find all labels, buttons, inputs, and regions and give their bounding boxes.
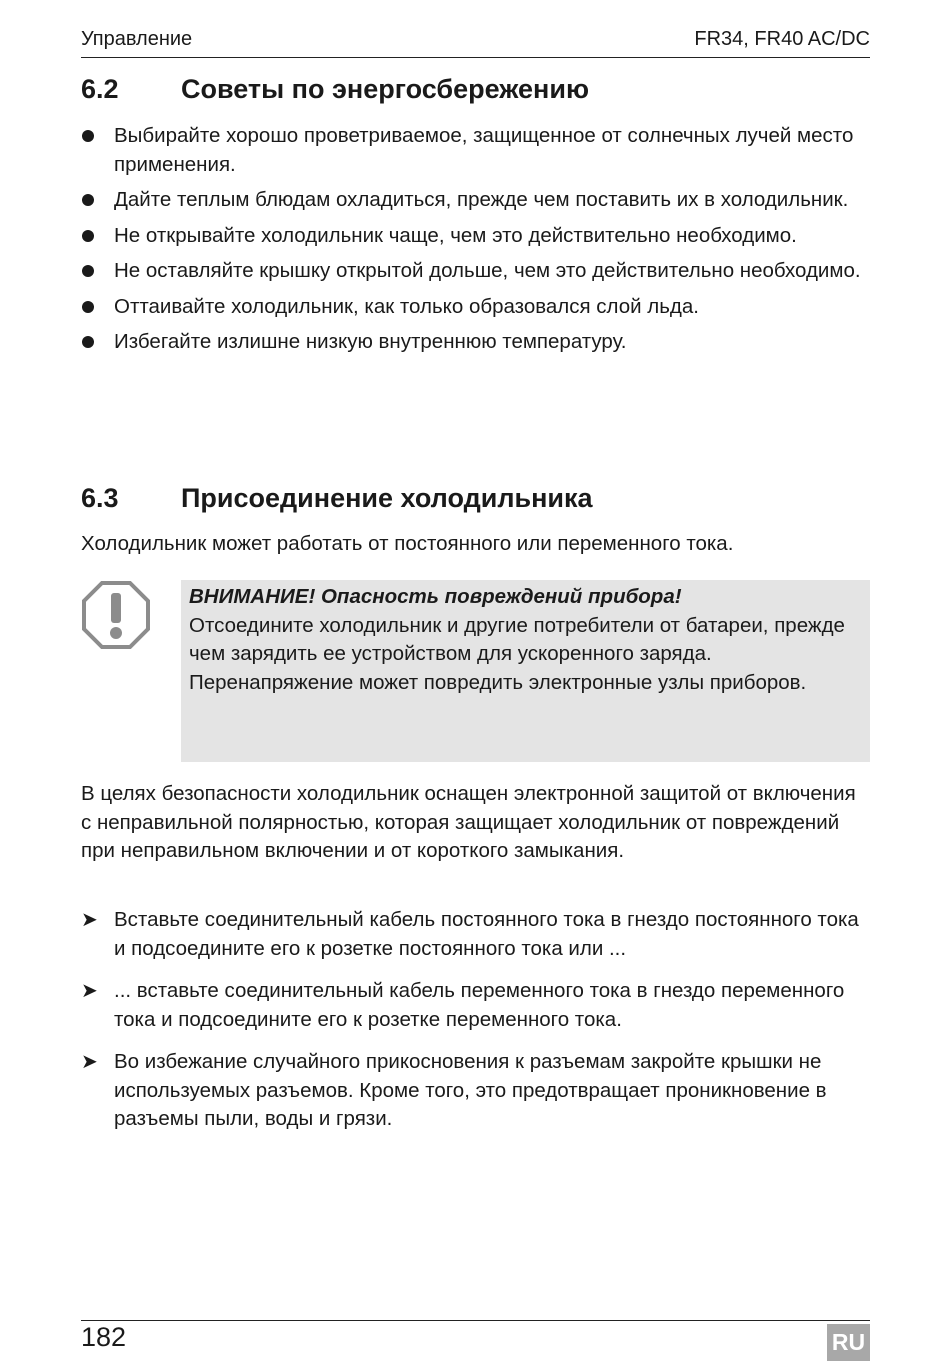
bullet-icon [82,301,94,313]
list-item [81,222,870,251]
list-item [81,328,870,357]
bullet-icon [82,336,94,348]
list-item [81,293,870,322]
warning-text: Перенапряжение может повредить электронные узлы приборов. [189,670,807,694]
list-item-text: Выбирайте хорошо проветриваемое, защищенное от солнечных лучей место применения. [114,124,854,176]
list-item [81,1048,870,1134]
arrow-icon: ➤ [81,909,98,931]
list-item-text: Во избежание случайного прикосновения к разъемам закройте крышки не используемых разъемов. Кроме того, это предотвращает проникновение в разъемы пыли, воды и грязи. [114,1050,827,1130]
warning-title: ВНИМАНИЕ! Опасность повреждений прибора! [189,585,682,608]
list-item-text: Не открывайте холодильник чаще, чем это действительно необходимо. [114,223,797,247]
section-title: Присоединение холодильника [181,483,593,513]
list-item [81,977,870,1034]
list-item [81,906,870,963]
header-model: FR34, FR40 AC/DC [694,28,870,50]
warning-text: Отсоедините холодильник и другие потребители от батареи, прежде чем зарядить ее устройством для ускоренного заряда. [189,613,845,665]
bullet-icon [82,265,94,277]
list-item-text: Дайте теплым блюдам охладиться, прежде чем поставить их в холодильник. [114,188,849,211]
warning-box [181,580,870,762]
list-item-text: Оттаивайте холодильник, как только образовался слой льда. [114,294,699,318]
arrow-icon: ➤ [81,980,98,1002]
list-item-text: Не оставляйте крышку открытой дольше, чем это действительно необходимо. [114,259,861,282]
section-6-2-heading [81,74,589,105]
section-number: 6.2 [81,74,119,104]
list-item [81,186,870,215]
list-item-text: ... вставьте соединительный кабель переменного тока в гнездо переменного тока и подсоедините его к розетке переменного тока. [114,979,845,1031]
section-6-3-heading [81,483,593,514]
list-item-text: Вставьте соединительный кабель постоянного тока в гнездо постоянного тока и подсоедините его к розетке постоянного тока или ... [114,908,859,960]
section-number: 6.3 [81,483,119,513]
energy-tips-list [81,122,870,364]
bullet-icon [82,230,94,242]
page-number: 182 [81,1322,127,1352]
footer-divider [81,1320,870,1321]
intro-text: Холодильник может работать от постоянного или переменного тока. [81,532,734,555]
list-item-text: Избегайте излишне низкую внутреннюю температуру. [114,330,627,353]
bullet-icon [82,194,94,206]
language-badge: RU [827,1324,870,1361]
connection-steps [81,906,870,1148]
page-header [81,26,870,58]
list-item [81,257,870,286]
header-chapter: Управление [81,28,193,50]
bullet-icon [82,130,94,142]
polarity-protection-text: В целях безопасности холодильник оснащен электронной защитой от включения с неправильной полярностью, которая защищает холодильник от повреждений при неправильном включении и от короткого замыкания. [81,782,856,862]
section-title: Советы по энергосбережению [181,74,590,104]
list-item [81,122,870,179]
arrow-icon: ➤ [81,1051,98,1073]
warning-notice [81,580,870,762]
warning-octagon-icon [81,580,151,650]
